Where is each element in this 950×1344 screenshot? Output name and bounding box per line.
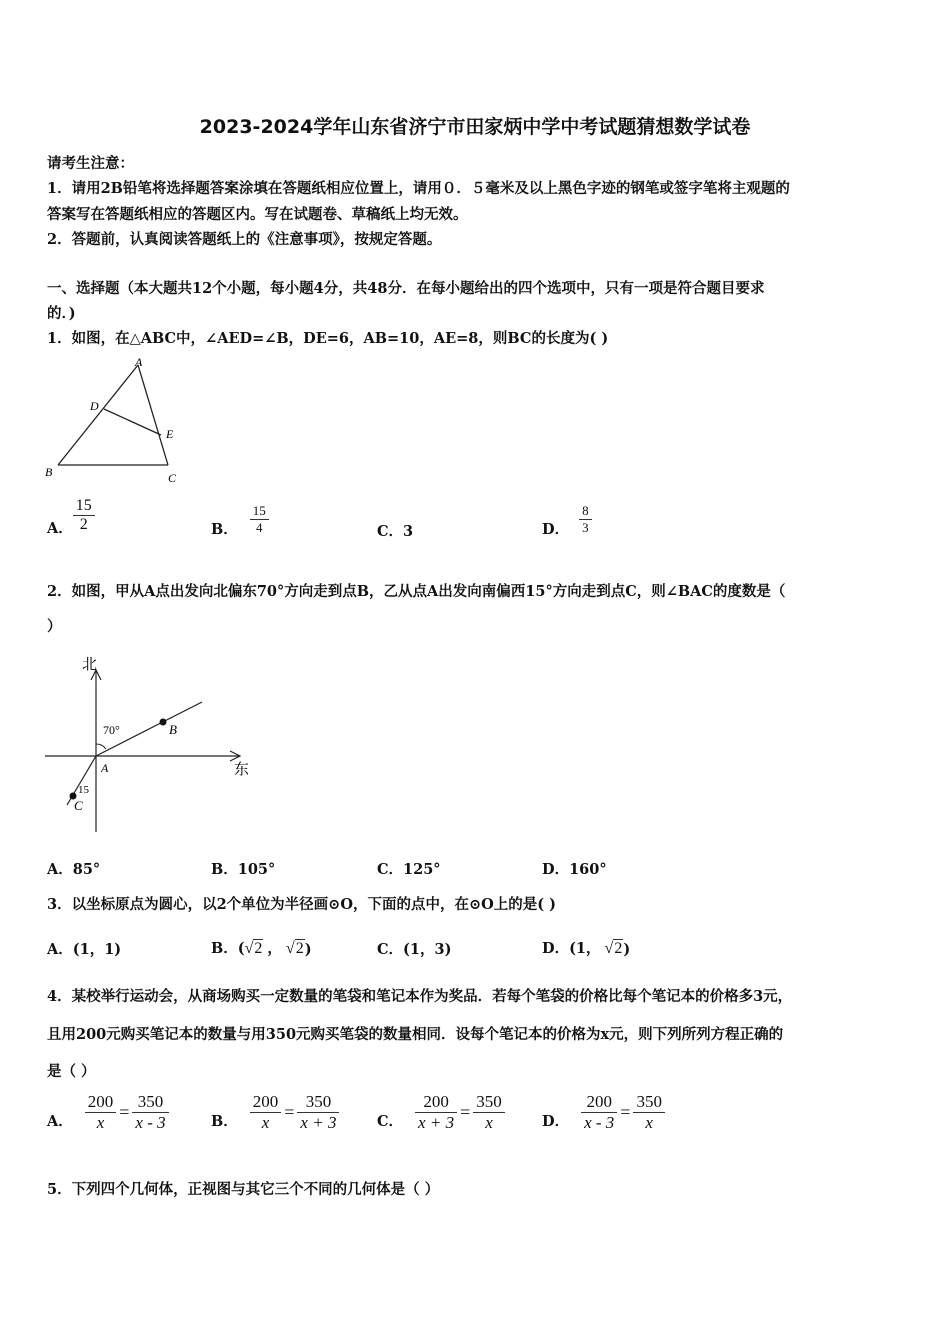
q4-option-d[interactable]: D． $\frac{200}{x - 3}$ = $\frac{350}{x}$ xyxy=(542,1092,665,1133)
q2-label-north: 北 xyxy=(82,657,98,673)
q2-direction-figure xyxy=(40,650,270,840)
q1-label-c: C xyxy=(168,471,177,485)
q4-a-left-fraction: $\frac{200}{x}$ xyxy=(85,1092,117,1133)
q2-stem-line-2: ） xyxy=(47,618,62,635)
q4-c-left-fraction: $\frac{200}{x + 3}$ xyxy=(415,1092,457,1133)
q1-option-d-fraction: $\frac{8}{3}$ xyxy=(579,503,592,536)
q1-option-d[interactable]: D． $\frac{8}{3}$ xyxy=(542,500,592,539)
q1-label-a: A xyxy=(135,355,143,369)
q3-option-b-sqrt-2: √2 xyxy=(285,940,304,957)
q3-option-c[interactable]: C．(1，3) xyxy=(377,941,452,958)
q1-triangle-figure xyxy=(40,352,200,487)
q1-label-b: B xyxy=(45,465,53,479)
q3-option-d-sqrt: √2 xyxy=(604,940,623,957)
q4-stem-line-2: 且用200元购买笔记本的数量与用350元购买笔袋的数量相同．设每个笔记本的价格为x元，则下列所列方程正确的 xyxy=(47,1026,784,1043)
q2-option-d[interactable]: D．160° xyxy=(542,861,607,878)
q5-stem: 5．下列四个几何体，正视图与其它三个不同的几何体是（ ） xyxy=(47,1181,440,1198)
section-heading-line-2: 的．) xyxy=(47,305,76,322)
q2-label-70deg: 70° xyxy=(103,723,120,737)
q4-a-right-fraction: $\frac{350}{x - 3}$ xyxy=(132,1092,168,1133)
q2-stem-line-1: 2．如图，甲从A点出发向北偏东70°方向走到点B，乙从点A出发向南偏西15°方向走到点C，则∠BAC的度数是（ xyxy=(47,583,786,600)
notice-line-1: 1．请用2B铅笔将选择题答案涂填在答题纸相应位置上，请用０．５毫米及以上黑色字迹的钢笔或签字笔将主观题的 xyxy=(47,180,790,197)
notice-line-2: 2．答题前，认真阅读答题纸上的《注意事项》，按规定答题。 xyxy=(47,231,442,248)
q1-option-c[interactable]: C．3 xyxy=(377,523,414,540)
q4-c-right-fraction: $\frac{350}{x}$ xyxy=(473,1092,505,1133)
q2-option-a[interactable]: A．85° xyxy=(47,861,101,878)
q4-d-left-fraction: $\frac{200}{x - 3}$ xyxy=(581,1092,617,1133)
q3-option-b[interactable]: B．( √2 ， √2 ) xyxy=(211,940,312,958)
q4-option-c[interactable]: C． $\frac{200}{x + 3}$ = $\frac{350}{x}$ xyxy=(377,1092,505,1133)
q1-option-b[interactable]: B． $\frac{15}{4}$ xyxy=(211,500,269,539)
page-title: 2023-2024学年山东省济宁市田家炳中学中考试题猜想数学试卷 xyxy=(199,116,751,138)
q4-b-left-fraction: $\frac{200}{x}$ xyxy=(250,1092,282,1133)
q3-option-a[interactable]: A．(1，1) xyxy=(47,941,122,958)
q1-stem: 1．如图，在△ABC中，∠AED=∠B，DE=6，AB=10，AE=8，则BC的长度为( ) xyxy=(47,330,609,347)
q4-b-right-fraction: $\frac{350}{x + 3}$ xyxy=(297,1092,339,1133)
q2-label-c: C xyxy=(74,798,83,813)
q4-stem-line-1: 4．某校举行运动会，从商场购买一定数量的笔袋和笔记本作为奖品．若每个笔袋的价格比每个笔记本的价格多3元， xyxy=(47,988,793,1005)
q1-option-a[interactable]: A． $\frac{15}{2}$ xyxy=(47,493,95,538)
q4-d-right-fraction: $\frac{350}{x}$ xyxy=(633,1092,665,1133)
q4-stem-line-3: 是（ ） xyxy=(47,1063,96,1080)
section-heading-line-1: 一、选择题（本大题共12个小题，每小题4分，共48分．在每小题给出的四个选项中，只有一项是符合题目要求 xyxy=(47,280,765,297)
q3-option-b-sqrt-1: √2 xyxy=(244,940,263,957)
q2-option-b[interactable]: B．105° xyxy=(211,861,276,878)
q1-option-b-fraction: $\frac{15}{4}$ xyxy=(250,503,269,536)
q3-stem: 3．以坐标原点为圆心，以2个单位为半径画⊙O，下面的点中，在⊙O上的是( ) xyxy=(47,896,557,913)
q4-option-a[interactable]: A． $\frac{200}{x}$ = $\frac{350}{x - 3}$ xyxy=(47,1092,169,1133)
q2-label-a: A xyxy=(101,761,109,775)
q2-label-15: 15 xyxy=(78,784,89,796)
q3-option-d[interactable]: D．(1， √2 ) xyxy=(542,940,631,958)
q4-option-b[interactable]: B． $\frac{200}{x}$ = $\frac{350}{x + 3}$ xyxy=(211,1092,339,1133)
notice-heading: 请考生注意： xyxy=(47,155,134,172)
q1-label-e: E xyxy=(166,427,174,441)
q1-label-d: D xyxy=(90,399,99,413)
q2-label-b: B xyxy=(169,722,177,737)
notice-line-1b: 答案写在答题纸相应的答题区内。写在试题卷、草稿纸上均无效。 xyxy=(47,206,468,223)
q1-option-a-fraction: $\frac{15}{2}$ xyxy=(73,497,95,534)
q2-option-c[interactable]: C．125° xyxy=(377,861,441,878)
q2-label-east: 东 xyxy=(234,762,250,778)
